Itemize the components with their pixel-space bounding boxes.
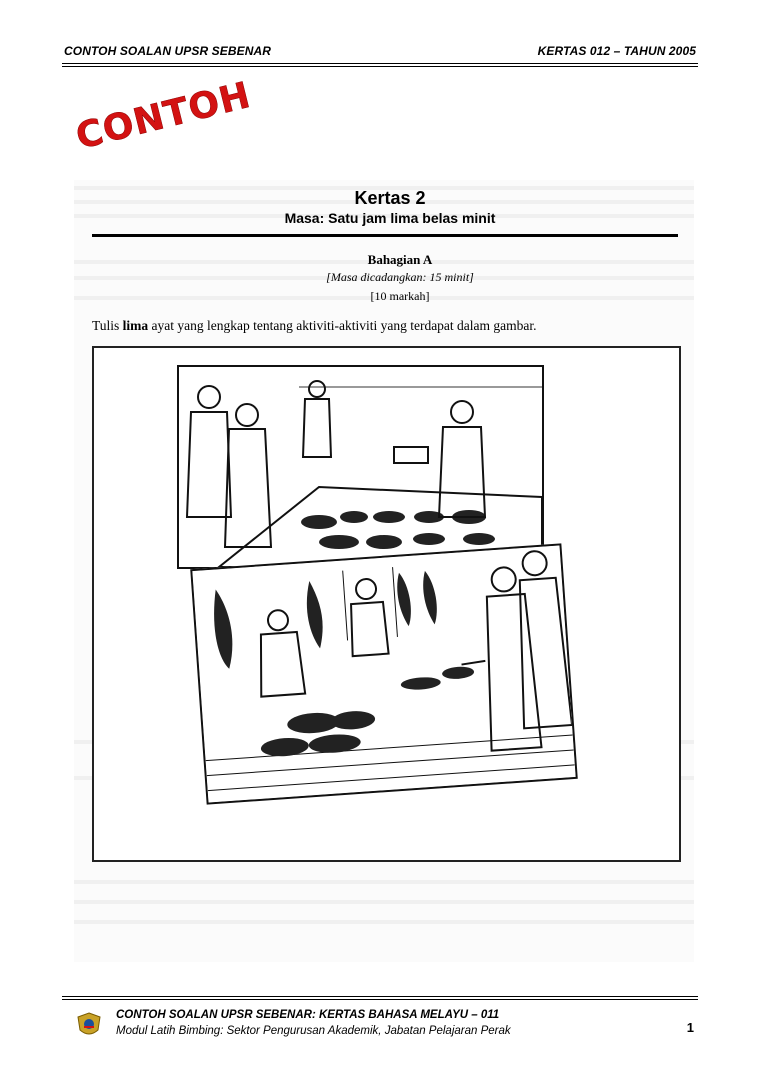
- jabatan-logo-icon: [76, 1012, 102, 1038]
- illustration-frame: [92, 346, 681, 862]
- suggested-time: [Masa dicadangkan: 15 minit]: [326, 270, 474, 284]
- header-rule: [62, 63, 698, 64]
- marks: [10 markah]: [370, 289, 430, 303]
- meat-market-illustration: [190, 543, 578, 804]
- header-right: KERTAS 012 – TAHUN 2005: [537, 44, 696, 58]
- page-number: 1: [686, 1020, 694, 1035]
- paper-title: Kertas 2: [354, 188, 426, 208]
- footer-rule: [62, 996, 698, 997]
- fish-market-illustration: [177, 365, 544, 569]
- section-label: Bahagian A: [367, 252, 433, 267]
- footer-rule-2: [62, 999, 698, 1000]
- contoh-stamp: CONTOH: [72, 74, 256, 158]
- paper-duration: Masa: Satu jam lima belas minit: [284, 210, 496, 226]
- title-rule: [92, 234, 678, 237]
- footer-title: CONTOH SOALAN UPSR SEBENAR: KERTAS BAHASA MELAYU – 011: [116, 1009, 500, 1021]
- header-rule-2: [62, 66, 698, 67]
- header-left: CONTOH SOALAN UPSR SEBENAR: [64, 44, 272, 58]
- instruction-emphasis: lima: [122, 318, 149, 333]
- footer-subtitle: Modul Latih Bimbing: Sektor Pengurusan Akademik, Jabatan Pelajaran Perak: [116, 1025, 511, 1037]
- instruction: Tulis lima ayat yang lengkap tentang aktiviti-aktiviti yang terdapat dalam gambar.: [92, 318, 537, 333]
